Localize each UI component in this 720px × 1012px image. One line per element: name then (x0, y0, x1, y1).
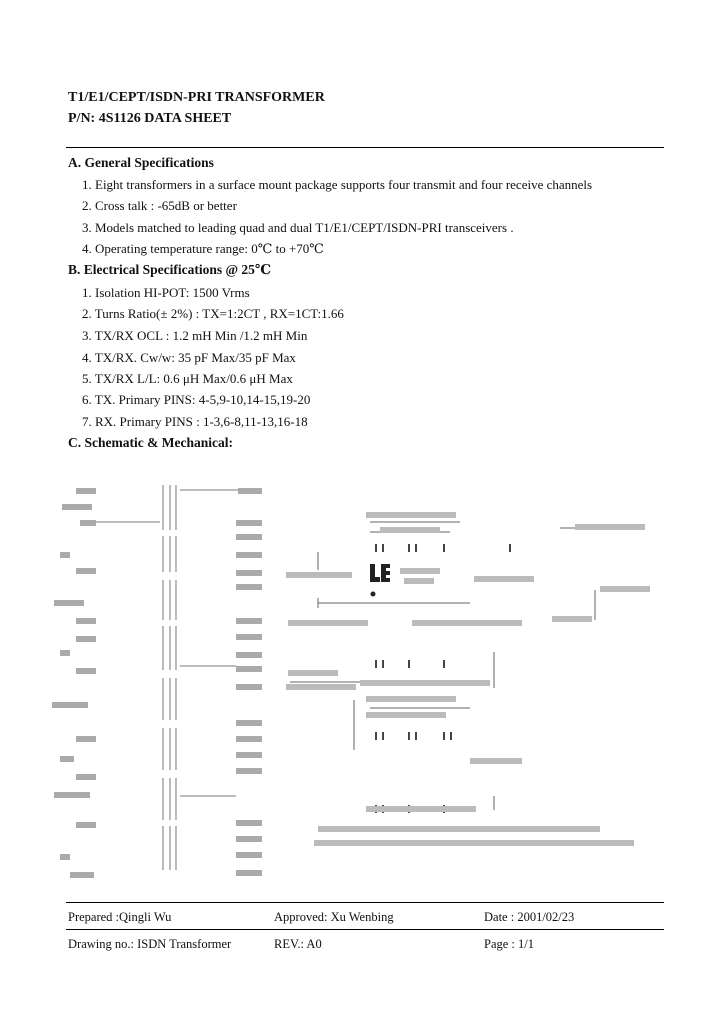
transformer-5 (163, 678, 176, 720)
transformer-3 (163, 580, 176, 620)
section-c-heading: C. Schematic & Mechanical: (68, 435, 233, 450)
transformer-8 (163, 826, 176, 870)
transformer-1 (163, 485, 176, 530)
company-logo (370, 564, 390, 582)
footer-drawing-no: Drawing no.: ISDN Transformer (68, 937, 232, 951)
spec-b-item: 3. TX/RX OCL : 1.2 mH Min /1.2 mH Min (82, 328, 308, 343)
transformer-6 (163, 728, 176, 770)
dimension-label-marks (286, 512, 650, 846)
spec-a-item: 4. Operating temperature range: 0℃ to +70℃ (82, 241, 324, 256)
schematic-mechanical-drawing (0, 470, 720, 890)
spec-a-item: 3. Models matched to leading quad and dual T1/E1/CEPT/ISDN-PRI transceivers . (82, 220, 514, 235)
spec-b-item: 2. Turns Ratio(± 2%) : TX=1:2CT , RX=1CT:1.66 (82, 306, 344, 321)
spec-a-item: 1. Eight transformers in a surface mount package supports four transmit and four receive channels (82, 177, 593, 192)
pin-label-marks (52, 488, 262, 878)
pin1-dot (371, 592, 376, 597)
spec-b-item: 6. TX. Primary PINS: 4-5,9-10,14-15,19-20 (82, 392, 311, 407)
part-number-title: P/N: 4S1126 DATA SHEET (68, 111, 232, 126)
transformer-4 (163, 626, 176, 670)
lead-marks (376, 544, 510, 813)
spec-b-item: 7. RX. Primary PINS : 1-3,6-8,11-13,16-18 (82, 414, 308, 429)
doc-title: T1/E1/CEPT/ISDN-PRI TRANSFORMER (68, 90, 325, 105)
transformer-7 (163, 778, 176, 820)
footer-revision: REV.: A0 (274, 937, 322, 951)
footer-divider-mid (66, 929, 664, 930)
spec-b-item: 4. TX/RX. Cw/w: 35 pF Max/35 pF Max (82, 350, 296, 365)
spec-a-item: 2. Cross talk : -65dB or better (82, 198, 237, 213)
header-divider (66, 147, 664, 148)
footer-prepared: Prepared :Qingli Wu (68, 910, 172, 924)
footer-page: Page : 1/1 (484, 937, 534, 951)
section-b-heading: B. Electrical Specifications @ 25℃ (68, 262, 272, 277)
footer-divider-top (66, 902, 664, 903)
spec-b-item: 1. Isolation HI-POT: 1500 Vrms (82, 285, 250, 300)
spec-b-item: 5. TX/RX L/L: 0.6 μH Max/0.6 μH Max (82, 371, 293, 386)
footer-date: Date : 2001/02/23 (484, 910, 575, 924)
transformer-2 (163, 536, 176, 572)
section-a-heading: A. General Specifications (68, 155, 214, 170)
transformer-schematic (96, 485, 240, 870)
footer-approved: Approved: Xu Wenbing (274, 910, 394, 924)
package-outline (290, 522, 640, 810)
